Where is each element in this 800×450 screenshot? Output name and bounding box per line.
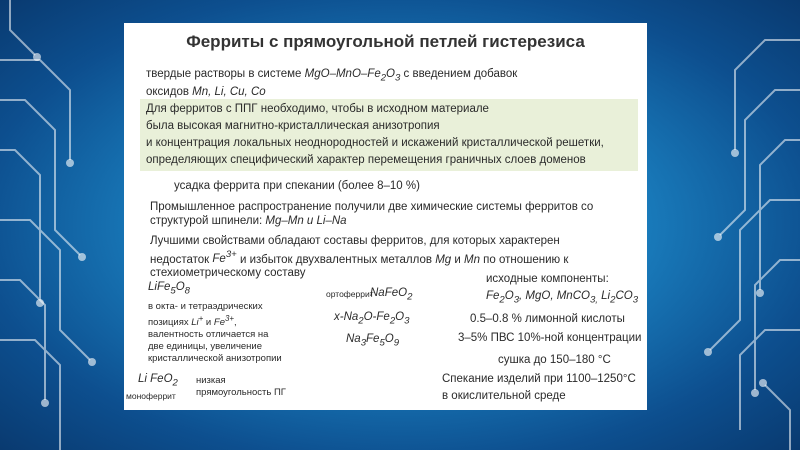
components-label: исходные компоненты: <box>486 273 609 285</box>
slide-title: Ферриты с прямоугольной петлей гистерезиса <box>186 32 585 51</box>
orthoferrite-formula: NaFeO$_2$ <box>370 287 413 303</box>
circuit-decoration-left <box>0 0 130 450</box>
intro-text: твердые растворы в системе MgO–$MnO-Fe_2O_3$ с введением добавок оксидов Mn, Li, Cu, Co <box>146 68 518 99</box>
highlight-line: определяющих специфический характер перемещения граничных слоев доменов <box>146 154 586 166</box>
low-squareness-text: низкая прямоугольность ПГ <box>196 375 286 398</box>
highlight-line: и концентрация локальных неоднородностей и искажений кристаллической решетки, <box>146 137 604 149</box>
lithium-ferrite-description: в окта- и тетраэдрических позициях Li+ и $Fe^{3+}$, валентность отличается на две единицы, увеличение кристаллической анизотропии <box>148 301 282 365</box>
drying-text: сушка до 150–180 °С <box>498 354 611 366</box>
highlight-box <box>140 99 638 171</box>
highlight-line: была высокая магнитно-кристаллическая анизотропия <box>146 120 440 132</box>
pva-text: 3–5% ПВС 10%-ной концентрации <box>458 332 642 344</box>
monoferrite-label: моноферрит <box>126 391 176 401</box>
components-formulas: $Fe_2O_3$, MgO, MnCO$_{3,}$ $Li_2CO_3$ <box>486 290 639 306</box>
sodium-ferrite-formula-2: $Na_3Fe_5O_9$ <box>346 333 400 349</box>
lithium-ferrite-formula: $LiFe_5O_8$ <box>148 281 190 297</box>
sintering-atmosphere-text: в окислительной среде <box>442 390 566 402</box>
citric-acid-text: 0.5–0.8 % лимонной кислоты <box>470 313 625 325</box>
industrial-text: Промышленное распространение получили две химические системы ферритов со структурой шпинели: Mg–Mn и Li–Na <box>150 201 594 227</box>
circuit-decoration-right <box>670 0 800 450</box>
orthoferrite-label: ортоферрит <box>326 289 374 299</box>
slide-content <box>124 23 647 410</box>
shrinkage-text: усадка феррита при спекании (более 8–10 %) <box>174 180 420 192</box>
best-properties-text: Лучшими свойствами обладают составы ферритов, для которых характерен недостаток $Fe^{3+}$ и избыток двухвалентных металлов Mg и Mn по отношению к стехиометрическому составу <box>150 235 569 279</box>
sintering-text: Спекание изделий при 1100–1250°С <box>442 373 636 385</box>
monoferrite-formula: Li FeO$_2$ <box>138 373 178 389</box>
highlight-line: Для ферритов с ППГ необходимо, чтобы в исходном материале <box>146 103 489 115</box>
sodium-ferrite-formula: $x-Na_2O-Fe_2O_3$ <box>334 311 410 327</box>
